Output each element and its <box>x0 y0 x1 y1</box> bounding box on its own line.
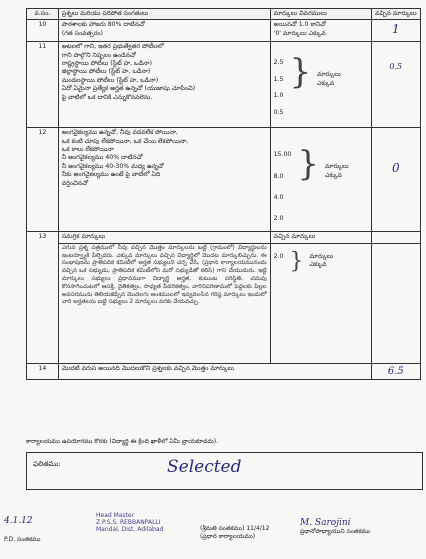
total-score: 6.5 <box>371 363 420 380</box>
row-14: 14 మొదటి వరుస అయినది మొదలుకొని ప్రశ్నలకు వచ్చిన మొత్తం మార్కులు 6.5 <box>27 363 421 380</box>
row-11: 11 అటలలో గాని, ఇతర ప్రభుత్వేతర పోటీలలో గాని పాల్గొని నిష్ఫలం ఉండినచో రాష్ట్రస్థాయి పోటీలు (స్టేట్ హ, ఒడినా) జిల్లాస్థాయి పోటీలు (స్టేట్ హ, ఒడినా) మండలస్థాయి పోటీలు (స్టేట్ హ, ఒడినా) ఏదో ఏమైనా ప్రత్యేక అర్హత ఉన్నచో (యుజాషు చూపించి) పై వాటిలో ఒక దానికి ఎన్నుకొనవలెను. 2.5 1.5 1.0 0.5 } మార్కులు ఎక్కువ 0.5 <box>27 42 421 128</box>
header-marks: మార్కులు వివరములు <box>270 9 371 20</box>
brace-icon: } <box>289 52 312 93</box>
remarks-handwriting: Selected <box>167 457 242 477</box>
date-signature: 4.1.12 P.D. సంతకము <box>4 516 41 543</box>
member-signature: M. Sarojini ప్రధానోపాధ్యాయుని సంతకము <box>300 518 371 535</box>
row-13-header: 13 సమగ్రిక మార్కులు వచ్చిన మార్కులు <box>27 232 421 243</box>
table-header <box>27 9 421 20</box>
office-note: కార్యాలయము ఉపయోగము కొరకు (విద్యార్థి ఈ క్రింది ఖాళీలో ఏమీ వ్రాయకూడదు). <box>26 438 219 445</box>
score-10: 1 <box>371 20 420 42</box>
header-item: ప్రశ్నలు మరియు పరిపోత సంగతులు <box>58 9 270 20</box>
row-10: 10 పాఠశాలకు హాజరు 80% దాటినచో (గత సంవత్సరం) అయినచో 1.0 కానిచో '0' మార్కులు ఎక్కువ 1 <box>27 20 421 42</box>
brace-icon: } <box>297 144 319 185</box>
row-13-body: ఎగువ ప్రశ్న పత్రములో నీవు వచ్చిన మొత్తం మార్కులను బట్టి (గ్రామంలో) విద్యార్థులను ఇంటర్వ్యూకి పిల్చెదరు. ఎక్కువ మార్కులు వచ్చిన విద్యార్థిలో మొదట మార్కులిచ్చును. ఈ సంభాషణను ప్రాతిపదిక కమిటీలో అర్హత సభ్యులని చర్చ చేసి, (ప్రధాన కార్యాలయమునందు వచ్చిన ఒక సభ్యుడు, ప్రాతిపదిక కమిటీలోని మరో సభ్యుడితో కలిసి) గాని చేయుదురు. ఇట్టి మార్కులు సభ్యులు ప్రధానముగా విద్యార్థి అర్హత, కుటుంబ పరిస్థితి, చదువు కొనసాగించుటలో ఆసక్తి, నైతికత్వం, సాధ్యత పేదరికత్వం, వారినిపరిణామలో పెద్దలకు పిల్లల అవసరమును తెలియజెప్పిన మొదలగు అంశములలో ఇవ్వవలసిన గరిష్ఠ మార్కులు ఇందులో వారి అర్హతలను బట్టి సభ్యులు 2 మార్కులు వరకు వేయవచ్చు. 2.0 } మార్కులు ఎక్కువ <box>27 243 421 363</box>
score-12: 0 <box>371 128 420 232</box>
chairperson-signature: (శ్రీమతి సంతకము) 11/4/12 (ప్రధాన కార్యాలయము) <box>200 525 270 540</box>
header-score: వచ్చిన మార్కులు <box>371 9 420 20</box>
score-11: 0.5 <box>371 42 420 128</box>
row-12: 12 అంగవైకల్యము ఉన్నచో, నీవు వదవలేక పోయినా, ఒక కంటి చూపు లేకపోయినా, ఒక చేయి లేకపోయినా, ఒక కాలు లేకపోయినా నీ అంగవైకల్యము 40% దాటినచో నీ అంగవైకల్యము 40-30% మధ్య ఉన్నచో నీకు అంగవైకల్యము ఉంటే పై వాటిలో ఏది వర్తించినచో 15.00 8.0 4.0 2.0 } మార్కులు ఎక్కువ 0 <box>27 128 421 232</box>
header-serial: వ.సం. <box>27 9 59 20</box>
brace-icon: } <box>289 248 304 274</box>
head-master-stamp: Head Master Z.P.S.S. REBBANPALLI Mandal, Dist. Adilabad <box>96 512 164 534</box>
marks-table <box>26 8 421 380</box>
remarks-box: ఫలితము: Selected <box>26 452 423 490</box>
